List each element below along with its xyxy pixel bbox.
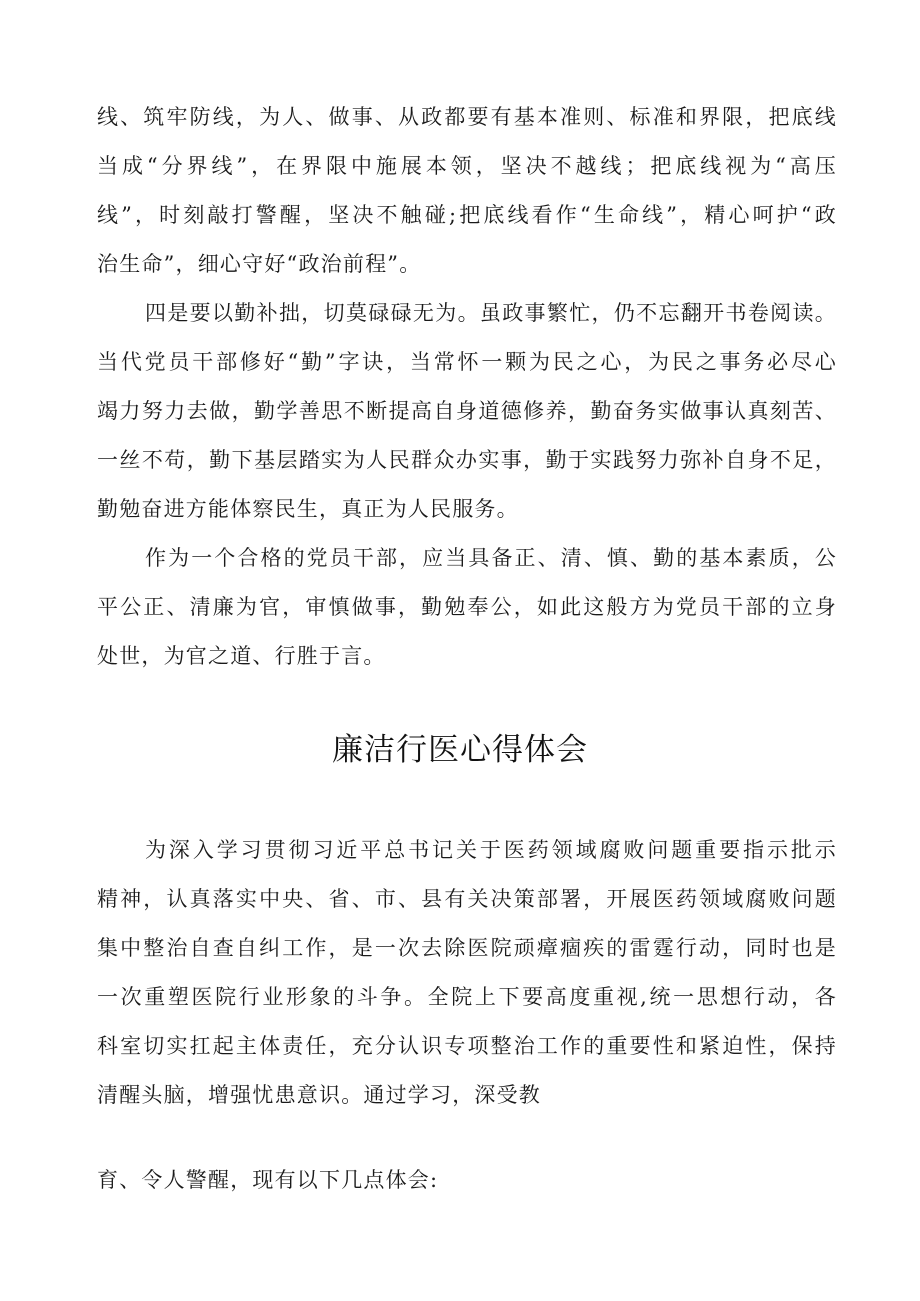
paragraph-first-line: 四是要以勤补拙，切莫碌碌无为。虽政事繁忙，仍不忘翻开书卷阅读。 — [145, 301, 837, 325]
text-line: 当成“分界线”，在界限中施展本领，坚决不越线；把底线视为“高压 — [97, 154, 837, 178]
text-line: 处世，为官之道、行胜于言。 — [97, 644, 386, 668]
text-line: 勤勉奋进方能体察民生，真正为人民服务。 — [97, 497, 519, 521]
text-line: 一次重塑医院行业形象的斗争。全院上下要高度重视,统一思想行动，各 — [97, 985, 837, 1009]
text-line: 集中整治自查自纠工作，是一次去除医院顽瘴痼疾的雷霆行动，同时也是 — [97, 936, 837, 960]
text-line: 科室切实扛起主体责任，充分认识专项整治工作的重要性和紧迫性，保持 — [97, 1034, 837, 1058]
paragraph-first-line: 作为一个合格的党员干部，应当具备正、清、慎、勤的基本素质，公 — [145, 546, 837, 570]
text-line: 一丝不苟，勤下基层踏实为人民群众办实事，勤于实践努力弥补自身不足， — [97, 448, 837, 472]
paragraph-first-line: 为深入学习贯彻习近平总书记关于医药领域腐败问题重要指示批示 — [145, 838, 837, 862]
text-line: 育、令人警醒，现有以下几点体会: — [97, 1168, 439, 1192]
text-line: 竭力努力去做，勤学善思不断提高自身道德修养，勤奋务实做事认真刻苦、 — [97, 399, 837, 423]
text-line: 治生命”，细心守好“政治前程”。 — [97, 252, 422, 276]
section-title: 廉洁行医心得体会 — [332, 732, 588, 768]
text-line: 线”，时刻敲打警醒，坚决不触碰;把底线看作“生命线”，精心呵护“政 — [97, 203, 837, 227]
text-line: 平公正、清廉为官，审慎做事，勤勉奉公，如此这般方为党员干部的立身 — [97, 595, 837, 619]
text-line: 精神，认真落实中央、省、市、县有关决策部署，开展医药领域腐败问题 — [97, 887, 837, 911]
text-line: 线、筑牢防线，为人、做事、从政都要有基本准则、标准和界限，把底线 — [97, 105, 837, 129]
text-line: 当代党员干部修好“勤”字诀，当常怀一颗为民之心，为民之事务必尽心 — [97, 350, 837, 374]
text-line: 清醒头脑，增强忧患意识。通过学习，深受教 — [97, 1083, 541, 1107]
